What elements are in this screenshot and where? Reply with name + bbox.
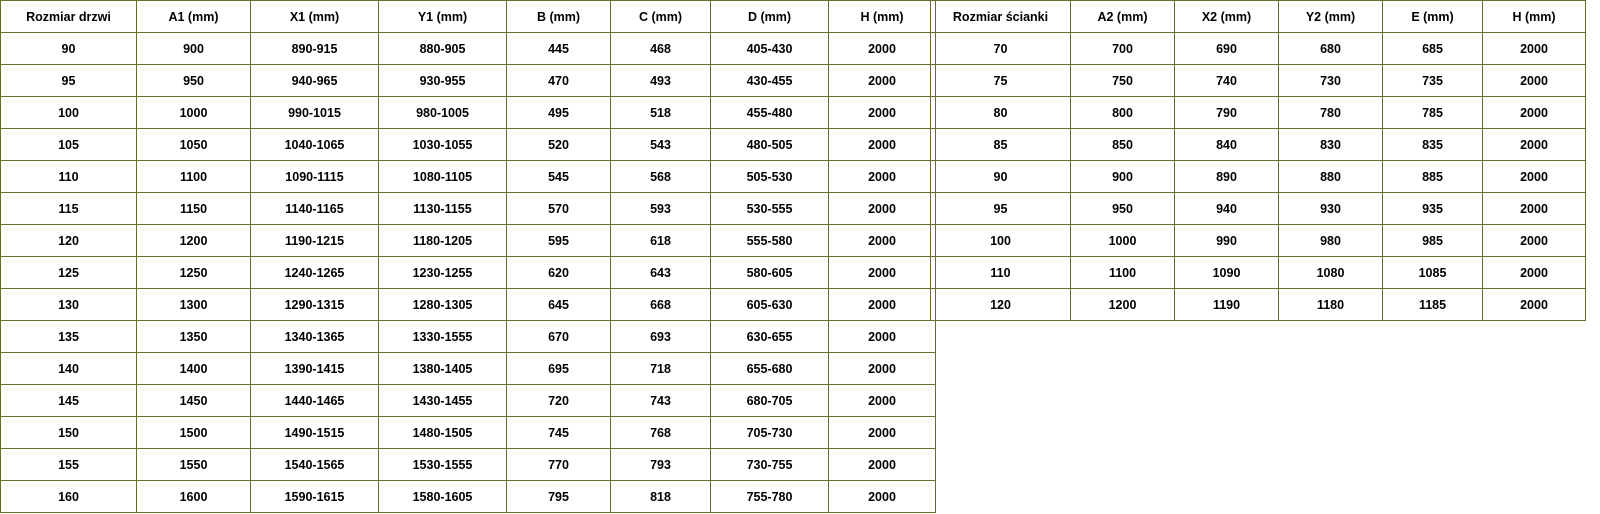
doors-cell: 2000 xyxy=(829,289,936,321)
doors-cell: 1150 xyxy=(137,193,251,225)
doors-cell: 2000 xyxy=(829,65,936,97)
table-row xyxy=(1,65,936,97)
wall-cell: 2000 xyxy=(1483,289,1586,321)
doors-cell: 2000 xyxy=(829,353,936,385)
doors-cell: 1200 xyxy=(137,225,251,257)
doors-column-header: H (mm) xyxy=(829,1,936,33)
doors-cell: 1300 xyxy=(137,289,251,321)
doors-cell: 530-555 xyxy=(711,193,829,225)
wall-cell: 1100 xyxy=(1071,257,1175,289)
wall-cell: 790 xyxy=(1175,97,1279,129)
doors-cell: 145 xyxy=(1,385,137,417)
doors-cell: 930-955 xyxy=(379,65,507,97)
table-row xyxy=(1,193,936,225)
table-row xyxy=(1,353,936,385)
doors-cell: 455-480 xyxy=(711,97,829,129)
wall-cell: 1180 xyxy=(1279,289,1383,321)
wall-cell: 90 xyxy=(931,161,1071,193)
wall-cell: 930 xyxy=(1279,193,1383,225)
doors-cell: 520 xyxy=(507,129,611,161)
wall-cell: 2000 xyxy=(1483,97,1586,129)
table-row xyxy=(931,65,1586,97)
doors-cell: 1230-1255 xyxy=(379,257,507,289)
wall-column-header: A2 (mm) xyxy=(1071,1,1175,33)
doors-cell: 115 xyxy=(1,193,137,225)
table-row xyxy=(931,33,1586,65)
table-row xyxy=(1,385,936,417)
doors-cell: 1250 xyxy=(137,257,251,289)
table-row xyxy=(931,225,1586,257)
doors-cell: 1480-1505 xyxy=(379,417,507,449)
doors-cell: 1290-1315 xyxy=(251,289,379,321)
doors-cell: 90 xyxy=(1,33,137,65)
doors-cell: 890-915 xyxy=(251,33,379,65)
wall-cell: 935 xyxy=(1383,193,1483,225)
doors-cell: 718 xyxy=(611,353,711,385)
doors-cell: 120 xyxy=(1,225,137,257)
doors-cell: 1580-1605 xyxy=(379,481,507,513)
doors-column-header: Y1 (mm) xyxy=(379,1,507,33)
doors-cell: 950 xyxy=(137,65,251,97)
doors-cell: 125 xyxy=(1,257,137,289)
wall-cell: 980 xyxy=(1279,225,1383,257)
wall-cell: 990 xyxy=(1175,225,1279,257)
doors-cell: 505-530 xyxy=(711,161,829,193)
doors-cell: 580-605 xyxy=(711,257,829,289)
doors-cell: 693 xyxy=(611,321,711,353)
doors-cell: 1050 xyxy=(137,129,251,161)
doors-column-header: Rozmiar drzwi xyxy=(1,1,137,33)
wall-cell: 70 xyxy=(931,33,1071,65)
doors-column-header: B (mm) xyxy=(507,1,611,33)
doors-cell: 2000 xyxy=(829,193,936,225)
wall-cell: 120 xyxy=(931,289,1071,321)
wall-cell: 2000 xyxy=(1483,193,1586,225)
wall-cell: 80 xyxy=(931,97,1071,129)
doors-cell: 768 xyxy=(611,417,711,449)
doors-cell: 620 xyxy=(507,257,611,289)
table-row xyxy=(1,289,936,321)
wall-cell: 730 xyxy=(1279,65,1383,97)
doors-cell: 493 xyxy=(611,65,711,97)
doors-cell: 2000 xyxy=(829,225,936,257)
doors-cell: 755-780 xyxy=(711,481,829,513)
doors-cell: 720 xyxy=(507,385,611,417)
wall-cell: 800 xyxy=(1071,97,1175,129)
doors-cell: 668 xyxy=(611,289,711,321)
doors-cell: 2000 xyxy=(829,97,936,129)
doors-cell: 1130-1155 xyxy=(379,193,507,225)
wall-cell: 690 xyxy=(1175,33,1279,65)
doors-cell: 680-705 xyxy=(711,385,829,417)
wall-cell: 700 xyxy=(1071,33,1175,65)
doors-cell: 135 xyxy=(1,321,137,353)
wall-cell: 885 xyxy=(1383,161,1483,193)
wall-cell: 880 xyxy=(1279,161,1383,193)
wall-cell: 85 xyxy=(931,129,1071,161)
doors-cell: 593 xyxy=(611,193,711,225)
doors-cell: 2000 xyxy=(829,257,936,289)
doors-cell: 1380-1405 xyxy=(379,353,507,385)
doors-cell: 430-455 xyxy=(711,65,829,97)
table-row xyxy=(931,193,1586,225)
wall-column-header: Rozmiar ścianki xyxy=(931,1,1071,33)
doors-cell: 643 xyxy=(611,257,711,289)
doors-cell: 150 xyxy=(1,417,137,449)
doors-cell: 770 xyxy=(507,449,611,481)
wall-cell: 1085 xyxy=(1383,257,1483,289)
doors-cell: 568 xyxy=(611,161,711,193)
doors-cell: 1350 xyxy=(137,321,251,353)
table-row xyxy=(931,129,1586,161)
doors-cell: 1330-1555 xyxy=(379,321,507,353)
doors-cell: 1550 xyxy=(137,449,251,481)
wall-cell: 680 xyxy=(1279,33,1383,65)
table-row xyxy=(1,321,936,353)
doors-cell: 518 xyxy=(611,97,711,129)
wall-cell: 840 xyxy=(1175,129,1279,161)
table-row xyxy=(1,449,936,481)
doors-cell: 2000 xyxy=(829,385,936,417)
wall-table-container xyxy=(930,0,1586,321)
doors-cell: 1340-1365 xyxy=(251,321,379,353)
wall-cell: 940 xyxy=(1175,193,1279,225)
wall-cell: 100 xyxy=(931,225,1071,257)
wall-cell: 1190 xyxy=(1175,289,1279,321)
doors-cell: 570 xyxy=(507,193,611,225)
table-row xyxy=(931,97,1586,129)
wall-cell: 685 xyxy=(1383,33,1483,65)
doors-cell: 1080-1105 xyxy=(379,161,507,193)
doors-cell: 495 xyxy=(507,97,611,129)
wall-column-header: E (mm) xyxy=(1383,1,1483,33)
doors-cell: 405-430 xyxy=(711,33,829,65)
wall-cell: 985 xyxy=(1383,225,1483,257)
doors-cell: 1240-1265 xyxy=(251,257,379,289)
doors-cell: 1280-1305 xyxy=(379,289,507,321)
table-row xyxy=(1,417,936,449)
doors-cell: 655-680 xyxy=(711,353,829,385)
doors-cell: 2000 xyxy=(829,481,936,513)
wall-cell: 780 xyxy=(1279,97,1383,129)
wall-cell: 2000 xyxy=(1483,129,1586,161)
doors-cell: 1040-1065 xyxy=(251,129,379,161)
table-row xyxy=(1,481,936,513)
table-row xyxy=(1,225,936,257)
doors-cell: 2000 xyxy=(829,417,936,449)
table-row xyxy=(931,257,1586,289)
wall-cell: 1080 xyxy=(1279,257,1383,289)
doors-cell: 980-1005 xyxy=(379,97,507,129)
doors-cell: 1530-1555 xyxy=(379,449,507,481)
doors-cell: 1190-1215 xyxy=(251,225,379,257)
doors-cell: 1390-1415 xyxy=(251,353,379,385)
table-row xyxy=(1,33,936,65)
doors-cell: 1500 xyxy=(137,417,251,449)
wall-column-header: H (mm) xyxy=(1483,1,1586,33)
doors-cell: 793 xyxy=(611,449,711,481)
doors-cell: 468 xyxy=(611,33,711,65)
doors-cell: 795 xyxy=(507,481,611,513)
wall-column-header: X2 (mm) xyxy=(1175,1,1279,33)
wall-cell: 740 xyxy=(1175,65,1279,97)
wall-cell: 2000 xyxy=(1483,65,1586,97)
table-row xyxy=(1,129,936,161)
doors-cell: 618 xyxy=(611,225,711,257)
wall-table-header xyxy=(931,1,1586,33)
doors-cell: 1440-1465 xyxy=(251,385,379,417)
wall-cell: 2000 xyxy=(1483,257,1586,289)
wall-cell: 850 xyxy=(1071,129,1175,161)
doors-cell: 95 xyxy=(1,65,137,97)
doors-cell: 1490-1515 xyxy=(251,417,379,449)
doors-cell: 1100 xyxy=(137,161,251,193)
table-header-row xyxy=(1,1,936,33)
wall-dimensions-table xyxy=(930,0,1586,321)
doors-cell: 155 xyxy=(1,449,137,481)
table-row xyxy=(931,289,1586,321)
wall-cell: 75 xyxy=(931,65,1071,97)
doors-column-header: C (mm) xyxy=(611,1,711,33)
wall-cell: 950 xyxy=(1071,193,1175,225)
doors-table-body xyxy=(1,33,936,513)
table-row xyxy=(931,161,1586,193)
doors-cell: 630-655 xyxy=(711,321,829,353)
doors-column-header: D (mm) xyxy=(711,1,829,33)
doors-cell: 2000 xyxy=(829,449,936,481)
doors-cell: 880-905 xyxy=(379,33,507,65)
doors-cell: 543 xyxy=(611,129,711,161)
doors-cell: 818 xyxy=(611,481,711,513)
wall-cell: 1185 xyxy=(1383,289,1483,321)
doors-cell: 900 xyxy=(137,33,251,65)
wall-cell: 735 xyxy=(1383,65,1483,97)
wall-cell: 1090 xyxy=(1175,257,1279,289)
wall-cell: 835 xyxy=(1383,129,1483,161)
table-row xyxy=(1,161,936,193)
doors-cell: 595 xyxy=(507,225,611,257)
doors-column-header: A1 (mm) xyxy=(137,1,251,33)
doors-cell: 695 xyxy=(507,353,611,385)
wall-column-header: Y2 (mm) xyxy=(1279,1,1383,33)
doors-cell: 110 xyxy=(1,161,137,193)
doors-cell: 670 xyxy=(507,321,611,353)
wall-cell: 2000 xyxy=(1483,225,1586,257)
doors-cell: 2000 xyxy=(829,129,936,161)
doors-cell: 1140-1165 xyxy=(251,193,379,225)
wall-cell: 2000 xyxy=(1483,33,1586,65)
wall-cell: 750 xyxy=(1071,65,1175,97)
doors-cell: 555-580 xyxy=(711,225,829,257)
doors-cell: 480-505 xyxy=(711,129,829,161)
doors-cell: 470 xyxy=(507,65,611,97)
table-row xyxy=(1,257,936,289)
doors-cell: 1180-1205 xyxy=(379,225,507,257)
doors-cell: 2000 xyxy=(829,33,936,65)
doors-cell: 105 xyxy=(1,129,137,161)
wall-cell: 1200 xyxy=(1071,289,1175,321)
doors-cell: 1600 xyxy=(137,481,251,513)
doors-cell: 1090-1115 xyxy=(251,161,379,193)
doors-cell: 990-1015 xyxy=(251,97,379,129)
doors-cell: 545 xyxy=(507,161,611,193)
wall-cell: 830 xyxy=(1279,129,1383,161)
doors-cell: 1450 xyxy=(137,385,251,417)
wall-table-body xyxy=(931,33,1586,321)
doors-cell: 160 xyxy=(1,481,137,513)
wall-cell: 1000 xyxy=(1071,225,1175,257)
doors-cell: 605-630 xyxy=(711,289,829,321)
doors-table-header xyxy=(1,1,936,33)
wall-cell: 785 xyxy=(1383,97,1483,129)
doors-cell: 705-730 xyxy=(711,417,829,449)
doors-cell: 1540-1565 xyxy=(251,449,379,481)
doors-cell: 1400 xyxy=(137,353,251,385)
doors-cell: 2000 xyxy=(829,321,936,353)
doors-cell: 940-965 xyxy=(251,65,379,97)
wall-cell: 95 xyxy=(931,193,1071,225)
doors-cell: 1000 xyxy=(137,97,251,129)
wall-cell: 900 xyxy=(1071,161,1175,193)
wall-cell: 2000 xyxy=(1483,161,1586,193)
doors-cell: 1430-1455 xyxy=(379,385,507,417)
doors-cell: 445 xyxy=(507,33,611,65)
doors-cell: 1590-1615 xyxy=(251,481,379,513)
doors-cell: 730-755 xyxy=(711,449,829,481)
wall-cell: 110 xyxy=(931,257,1071,289)
wall-cell: 890 xyxy=(1175,161,1279,193)
doors-cell: 745 xyxy=(507,417,611,449)
table-row xyxy=(1,97,936,129)
doors-cell: 645 xyxy=(507,289,611,321)
doors-cell: 100 xyxy=(1,97,137,129)
doors-cell: 1030-1055 xyxy=(379,129,507,161)
doors-cell: 2000 xyxy=(829,161,936,193)
doors-column-header: X1 (mm) xyxy=(251,1,379,33)
table-header-row xyxy=(931,1,1586,33)
doors-cell: 743 xyxy=(611,385,711,417)
doors-cell: 140 xyxy=(1,353,137,385)
doors-cell: 130 xyxy=(1,289,137,321)
